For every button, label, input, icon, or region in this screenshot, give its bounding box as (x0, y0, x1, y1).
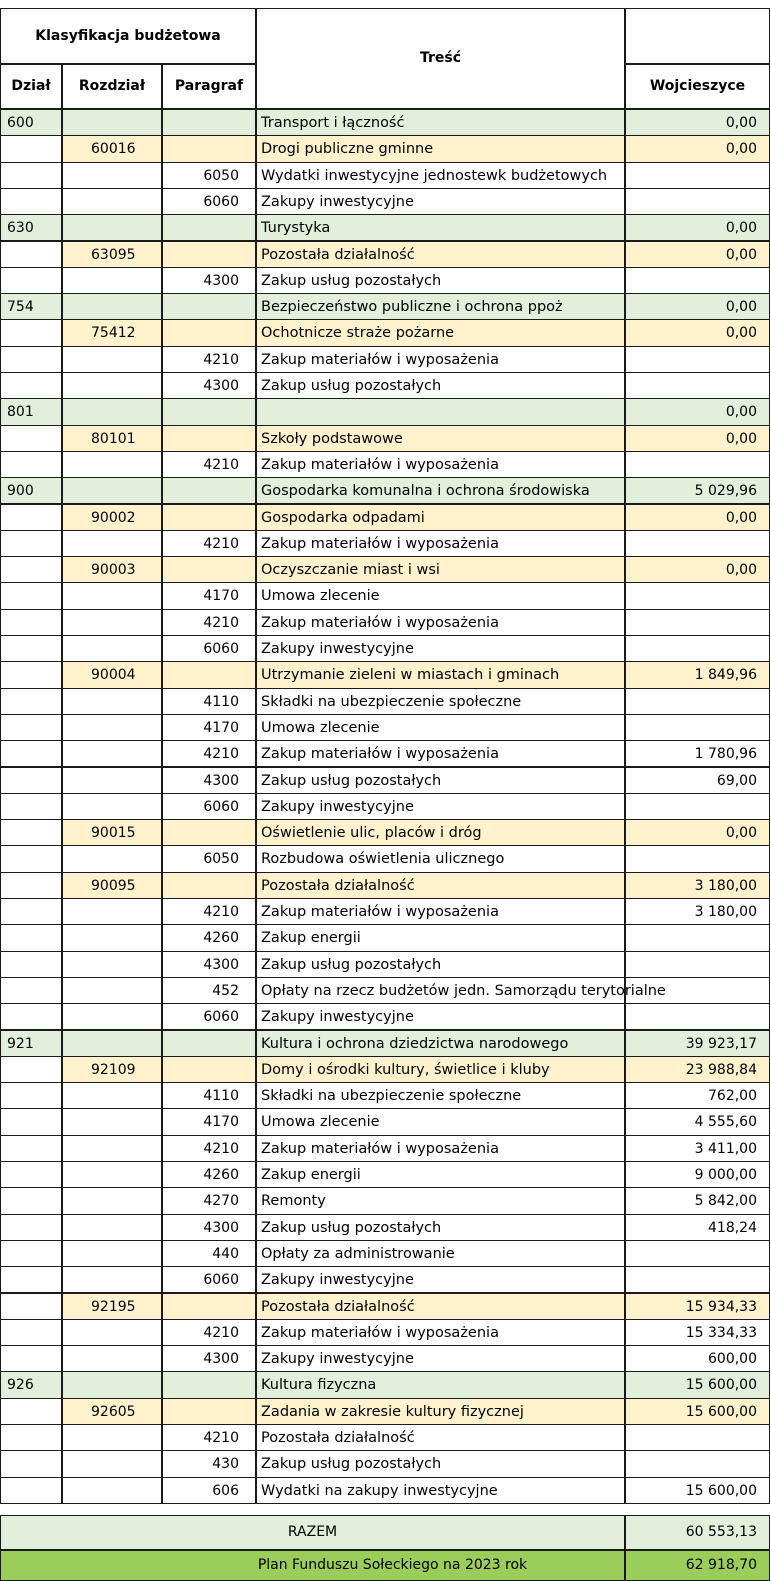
tresc-cell: Oświetlenie ulic, placów i dróg (256, 819, 625, 846)
paragraf-cell: 6060 (162, 1003, 256, 1030)
tresc-cell: Zakup materiałów i wyposażenia (256, 451, 625, 478)
dzial-cell (0, 1319, 62, 1346)
value-cell: 39 923,17 (625, 1030, 770, 1057)
dzial-cell (0, 845, 62, 872)
value-cell (625, 609, 770, 636)
value-cell (625, 977, 770, 1004)
paragraf-cell (162, 556, 256, 583)
value-cell: 5 842,00 (625, 1187, 770, 1214)
rozdzial-cell (62, 1161, 162, 1188)
value-cell (625, 162, 770, 189)
dzial-cell: 600 (0, 109, 62, 136)
tresc-cell: Zakup materiałów i wyposażenia (256, 740, 625, 767)
header-content: Treść (256, 8, 625, 109)
tresc-cell: Zakup materiałów i wyposażenia (256, 530, 625, 557)
dzial-cell (0, 1293, 62, 1320)
dzial-cell (0, 1161, 62, 1188)
tresc-cell: Kultura i ochrona dziedzictwa narodowego (256, 1030, 625, 1057)
paragraf-cell: 4210 (162, 740, 256, 767)
value-cell: 69,00 (625, 767, 770, 794)
rozdzial-cell (62, 845, 162, 872)
value-cell (625, 267, 770, 294)
rozdzial-cell (62, 740, 162, 767)
tresc-cell (256, 398, 625, 425)
paragraf-cell (162, 819, 256, 846)
rozdzial-cell (62, 1424, 162, 1451)
rozdzial-cell: 80101 (62, 425, 162, 452)
value-cell (625, 688, 770, 715)
dzial-cell (0, 714, 62, 741)
rozdzial-cell (62, 451, 162, 478)
paragraf-cell (162, 1056, 256, 1083)
dzial-cell (0, 241, 62, 268)
paragraf-cell: 452 (162, 977, 256, 1004)
rozdzial-cell (62, 1450, 162, 1477)
paragraf-cell (162, 293, 256, 320)
paragraf-cell (162, 109, 256, 136)
value-cell: 15 600,00 (625, 1477, 770, 1504)
paragraf-cell (162, 661, 256, 688)
dzial-cell (0, 1187, 62, 1214)
dzial-cell (0, 951, 62, 978)
rozdzial-cell: 90095 (62, 872, 162, 899)
value-cell: 762,00 (625, 1082, 770, 1109)
rozdzial-cell (62, 1345, 162, 1372)
header-village: Wojcieszyce (625, 64, 770, 109)
value-cell: 0,00 (625, 556, 770, 583)
rozdzial-cell (62, 1030, 162, 1057)
paragraf-cell: 4300 (162, 1214, 256, 1241)
value-cell (625, 1266, 770, 1293)
dzial-cell (0, 898, 62, 925)
tresc-cell: Zakup materiałów i wyposażenia (256, 346, 625, 373)
rozdzial-cell (62, 1240, 162, 1267)
rozdzial-cell (62, 214, 162, 241)
dzial-cell: 926 (0, 1371, 62, 1398)
value-cell: 0,00 (625, 293, 770, 320)
paragraf-cell: 4170 (162, 582, 256, 609)
rozdzial-cell (62, 688, 162, 715)
tresc-cell: Zakup usług pozostałych (256, 767, 625, 794)
tresc-cell: Bezpieczeństwo publiczne i ochrona ppoż (256, 293, 625, 320)
rozdzial-cell (62, 898, 162, 925)
tresc-cell: Wydatki na zakupy inwestycyjne (256, 1477, 625, 1504)
dzial-cell (0, 267, 62, 294)
rozdzial-cell (62, 1319, 162, 1346)
tresc-cell: Zakup energii (256, 1161, 625, 1188)
dzial-cell: 900 (0, 477, 62, 504)
dzial-cell (0, 924, 62, 951)
value-cell (625, 346, 770, 373)
paragraf-cell: 6060 (162, 188, 256, 215)
rozdzial-cell (62, 1003, 162, 1030)
tresc-cell: Zakupy inwestycyjne (256, 1003, 625, 1030)
dzial-cell (0, 1240, 62, 1267)
tresc-cell: Zakup usług pozostałych (256, 951, 625, 978)
paragraf-cell: 4110 (162, 688, 256, 715)
dzial-cell (0, 635, 62, 662)
dzial-cell (0, 1450, 62, 1477)
tresc-cell: Zakup energii (256, 924, 625, 951)
paragraf-cell: 4170 (162, 714, 256, 741)
dzial-cell (0, 1135, 62, 1162)
rozdzial-cell: 60016 (62, 135, 162, 162)
value-cell (625, 1424, 770, 1451)
rozdzial-cell (62, 1082, 162, 1109)
rozdzial-cell: 92605 (62, 1398, 162, 1425)
value-cell (625, 372, 770, 399)
dzial-cell (0, 319, 62, 346)
header-classification: Klasyfikacja budżetowa (0, 8, 256, 64)
paragraf-cell: 4300 (162, 267, 256, 294)
dzial-cell (0, 162, 62, 189)
paragraf-cell: 430 (162, 1450, 256, 1477)
dzial-cell (0, 372, 62, 399)
paragraf-cell (162, 214, 256, 241)
rozdzial-cell (62, 398, 162, 425)
dzial-cell (0, 556, 62, 583)
dzial-cell (0, 609, 62, 636)
value-cell: 600,00 (625, 1345, 770, 1372)
tresc-cell: Składki na ubezpieczenie społeczne (256, 1082, 625, 1109)
rozdzial-cell (62, 530, 162, 557)
value-cell (625, 714, 770, 741)
rozdzial-cell (62, 1135, 162, 1162)
dzial-cell (0, 346, 62, 373)
rozdzial-cell (62, 293, 162, 320)
paragraf-cell: 4260 (162, 1161, 256, 1188)
value-cell (625, 793, 770, 820)
tresc-cell: Umowa zlecenie (256, 1108, 625, 1135)
tresc-cell: Turystyka (256, 214, 625, 241)
dzial-cell (0, 1108, 62, 1135)
tresc-cell: Umowa zlecenie (256, 714, 625, 741)
value-cell (625, 951, 770, 978)
dzial-cell: 921 (0, 1030, 62, 1057)
paragraf-cell: 4300 (162, 1345, 256, 1372)
dzial-cell (0, 425, 62, 452)
value-cell: 15 334,33 (625, 1319, 770, 1346)
rozdzial-cell (62, 1477, 162, 1504)
tresc-cell: Wydatki inwestycyjne jednostewk budżetowych (256, 162, 625, 189)
paragraf-cell (162, 425, 256, 452)
paragraf-cell: 6050 (162, 845, 256, 872)
rozdzial-cell (62, 1266, 162, 1293)
paragraf-cell (162, 241, 256, 268)
rozdzial-cell (62, 767, 162, 794)
paragraf-cell: 6060 (162, 1266, 256, 1293)
value-cell (625, 924, 770, 951)
tresc-cell: Zakupy inwestycyjne (256, 635, 625, 662)
value-cell: 0,00 (625, 819, 770, 846)
dzial-cell (0, 530, 62, 557)
rozdzial-cell (62, 582, 162, 609)
rozdzial-cell (62, 1214, 162, 1241)
dzial-cell (0, 1082, 62, 1109)
paragraf-cell (162, 319, 256, 346)
tresc-cell: Zakupy inwestycyjne (256, 188, 625, 215)
rozdzial-cell (62, 372, 162, 399)
dzial-cell: 630 (0, 214, 62, 241)
value-cell: 1 849,96 (625, 661, 770, 688)
value-cell: 1 780,96 (625, 740, 770, 767)
dzial-cell (0, 1477, 62, 1504)
rozdzial-cell: 90004 (62, 661, 162, 688)
tresc-cell: Remonty (256, 1187, 625, 1214)
rozdzial-cell (62, 109, 162, 136)
value-cell (625, 530, 770, 557)
rozdzial-cell: 90002 (62, 504, 162, 531)
value-cell: 15 600,00 (625, 1371, 770, 1398)
rozdzial-cell: 92195 (62, 1293, 162, 1320)
tresc-cell: Pozostała działalność (256, 1293, 625, 1320)
value-cell: 5 029,96 (625, 477, 770, 504)
value-cell (625, 582, 770, 609)
paragraf-cell: 4300 (162, 951, 256, 978)
paragraf-cell: 6050 (162, 162, 256, 189)
value-cell: 9 000,00 (625, 1161, 770, 1188)
value-cell (625, 635, 770, 662)
dzial-cell: 801 (0, 398, 62, 425)
dzial-cell (0, 1398, 62, 1425)
paragraf-cell (162, 477, 256, 504)
dzial-cell (0, 188, 62, 215)
dzial-cell (0, 1214, 62, 1241)
header-blank (625, 8, 770, 64)
tresc-cell: Kultura fizyczna (256, 1371, 625, 1398)
value-cell: 15 934,33 (625, 1293, 770, 1320)
rozdzial-cell: 90003 (62, 556, 162, 583)
rozdzial-cell (62, 188, 162, 215)
paragraf-cell: 4170 (162, 1108, 256, 1135)
paragraf-cell: 6060 (162, 635, 256, 662)
tresc-cell: Zakup materiałów i wyposażenia (256, 609, 625, 636)
rozdzial-cell: 63095 (62, 241, 162, 268)
value-cell: 4 555,60 (625, 1108, 770, 1135)
tresc-cell: Składki na ubezpieczenie społeczne (256, 688, 625, 715)
value-cell: 23 988,84 (625, 1056, 770, 1083)
paragraf-cell: 4210 (162, 530, 256, 557)
paragraf-cell: 4210 (162, 898, 256, 925)
rozdzial-cell (62, 793, 162, 820)
value-cell (625, 451, 770, 478)
value-cell: 0,00 (625, 398, 770, 425)
paragraf-cell (162, 1030, 256, 1057)
tresc-cell: Umowa zlecenie (256, 582, 625, 609)
dzial-cell (0, 740, 62, 767)
value-cell (625, 1450, 770, 1477)
tresc-cell: Zakup materiałów i wyposażenia (256, 1135, 625, 1162)
dzial-cell (0, 135, 62, 162)
paragraf-cell: 4210 (162, 1135, 256, 1162)
tresc-cell: Opłaty za administrowanie (256, 1240, 625, 1267)
rozdzial-cell (62, 924, 162, 951)
tresc-cell: Zakupy inwestycyjne (256, 793, 625, 820)
value-cell: 0,00 (625, 504, 770, 531)
paragraf-cell (162, 872, 256, 899)
value-cell: 3 180,00 (625, 872, 770, 899)
dzial-cell (0, 1056, 62, 1083)
paragraf-cell (162, 398, 256, 425)
dzial-cell (0, 1424, 62, 1451)
tresc-cell: Zakup usług pozostałych (256, 267, 625, 294)
paragraf-cell: 4210 (162, 609, 256, 636)
tresc-cell: Zakup usług pozostałych (256, 1450, 625, 1477)
paragraf-cell: 4210 (162, 346, 256, 373)
paragraf-cell: 4300 (162, 372, 256, 399)
paragraf-cell (162, 1293, 256, 1320)
paragraf-cell (162, 1398, 256, 1425)
tresc-cell: Opłaty na rzecz budżetów jedn. Samorządu terytorialne (256, 977, 625, 1004)
dzial-cell (0, 1266, 62, 1293)
paragraf-cell: 4110 (162, 1082, 256, 1109)
rozdzial-cell (62, 1108, 162, 1135)
tresc-cell: Zakup usług pozostałych (256, 1214, 625, 1241)
tresc-cell: Gospodarka odpadami (256, 504, 625, 531)
rozdzial-cell (62, 977, 162, 1004)
value-cell (625, 1003, 770, 1030)
paragraf-cell: 606 (162, 1477, 256, 1504)
tresc-cell: Zakup materiałów i wyposażenia (256, 1319, 625, 1346)
dzial-cell (0, 504, 62, 531)
plan-label: Plan Funduszu Sołeckiego na 2023 rok (0, 1550, 625, 1581)
tresc-cell: Pozostała działalność (256, 872, 625, 899)
tresc-cell: Zakup usług pozostałych (256, 372, 625, 399)
rozdzial-cell (62, 609, 162, 636)
paragraf-cell (162, 504, 256, 531)
dzial-cell (0, 977, 62, 1004)
tresc-cell: Drogi publiczne gminne (256, 135, 625, 162)
tresc-cell: Szkoły podstawowe (256, 425, 625, 452)
dzial-cell (0, 872, 62, 899)
value-cell (625, 845, 770, 872)
rozdzial-cell (62, 267, 162, 294)
value-cell: 15 600,00 (625, 1398, 770, 1425)
rozdzial-cell: 90015 (62, 819, 162, 846)
paragraf-cell: 4260 (162, 924, 256, 951)
tresc-cell: Transport i łączność (256, 109, 625, 136)
rozdzial-cell (62, 635, 162, 662)
paragraf-cell: 4300 (162, 767, 256, 794)
rozdzial-cell (62, 162, 162, 189)
rozdzial-cell (62, 346, 162, 373)
value-cell: 3 411,00 (625, 1135, 770, 1162)
total-value: 60 553,13 (625, 1515, 770, 1550)
value-cell (625, 1240, 770, 1267)
paragraf-cell: 4210 (162, 1319, 256, 1346)
paragraf-cell: 4270 (162, 1187, 256, 1214)
dzial-cell (0, 1345, 62, 1372)
tresc-cell: Pozostała działalność (256, 241, 625, 268)
tresc-cell: Zakupy inwestycyjne (256, 1345, 625, 1372)
tresc-cell: Zakup materiałów i wyposażenia (256, 898, 625, 925)
dzial-cell (0, 451, 62, 478)
value-cell: 0,00 (625, 425, 770, 452)
value-cell (625, 188, 770, 215)
header-dzial: Dział (0, 64, 62, 109)
tresc-cell: Pozostała działalność (256, 1424, 625, 1451)
value-cell: 0,00 (625, 319, 770, 346)
value-cell: 3 180,00 (625, 898, 770, 925)
rozdzial-cell (62, 1187, 162, 1214)
dzial-cell (0, 582, 62, 609)
value-cell: 0,00 (625, 214, 770, 241)
paragraf-cell: 4210 (162, 451, 256, 478)
paragraf-cell: 440 (162, 1240, 256, 1267)
dzial-cell (0, 1003, 62, 1030)
tresc-cell: Rozbudowa oświetlenia ulicznego (256, 845, 625, 872)
tresc-cell: Utrzymanie zieleni w miastach i gminach (256, 661, 625, 688)
rozdzial-cell (62, 477, 162, 504)
paragraf-cell (162, 1371, 256, 1398)
paragraf-cell: 4210 (162, 1424, 256, 1451)
dzial-cell (0, 767, 62, 794)
tresc-cell: Zakupy inwestycyjne (256, 1266, 625, 1293)
tresc-cell: Ochotnicze straże pożarne (256, 319, 625, 346)
dzial-cell (0, 793, 62, 820)
rozdzial-cell: 75412 (62, 319, 162, 346)
rozdzial-cell (62, 714, 162, 741)
tresc-cell: Domy i ośrodki kultury, świetlice i kluby (256, 1056, 625, 1083)
tresc-cell: Oczyszczanie miast i wsi (256, 556, 625, 583)
value-cell: 418,24 (625, 1214, 770, 1241)
value-cell: 0,00 (625, 109, 770, 136)
paragraf-cell: 6060 (162, 793, 256, 820)
header-paragraf: Paragraf (162, 64, 256, 109)
rozdzial-cell (62, 951, 162, 978)
total-label: RAZEM (0, 1515, 625, 1550)
tresc-cell: Gospodarka komunalna i ochrona środowiska (256, 477, 625, 504)
rozdzial-cell: 92109 (62, 1056, 162, 1083)
value-cell: 0,00 (625, 135, 770, 162)
value-cell: 0,00 (625, 241, 770, 268)
dzial-cell (0, 688, 62, 715)
rozdzial-cell (62, 1371, 162, 1398)
paragraf-cell (162, 135, 256, 162)
header-rozdzial: Rozdział (62, 64, 162, 109)
plan-value: 62 918,70 (625, 1550, 770, 1581)
dzial-cell: 754 (0, 293, 62, 320)
dzial-cell (0, 661, 62, 688)
tresc-cell: Zadania w zakresie kultury fizycznej (256, 1398, 625, 1425)
dzial-cell (0, 819, 62, 846)
